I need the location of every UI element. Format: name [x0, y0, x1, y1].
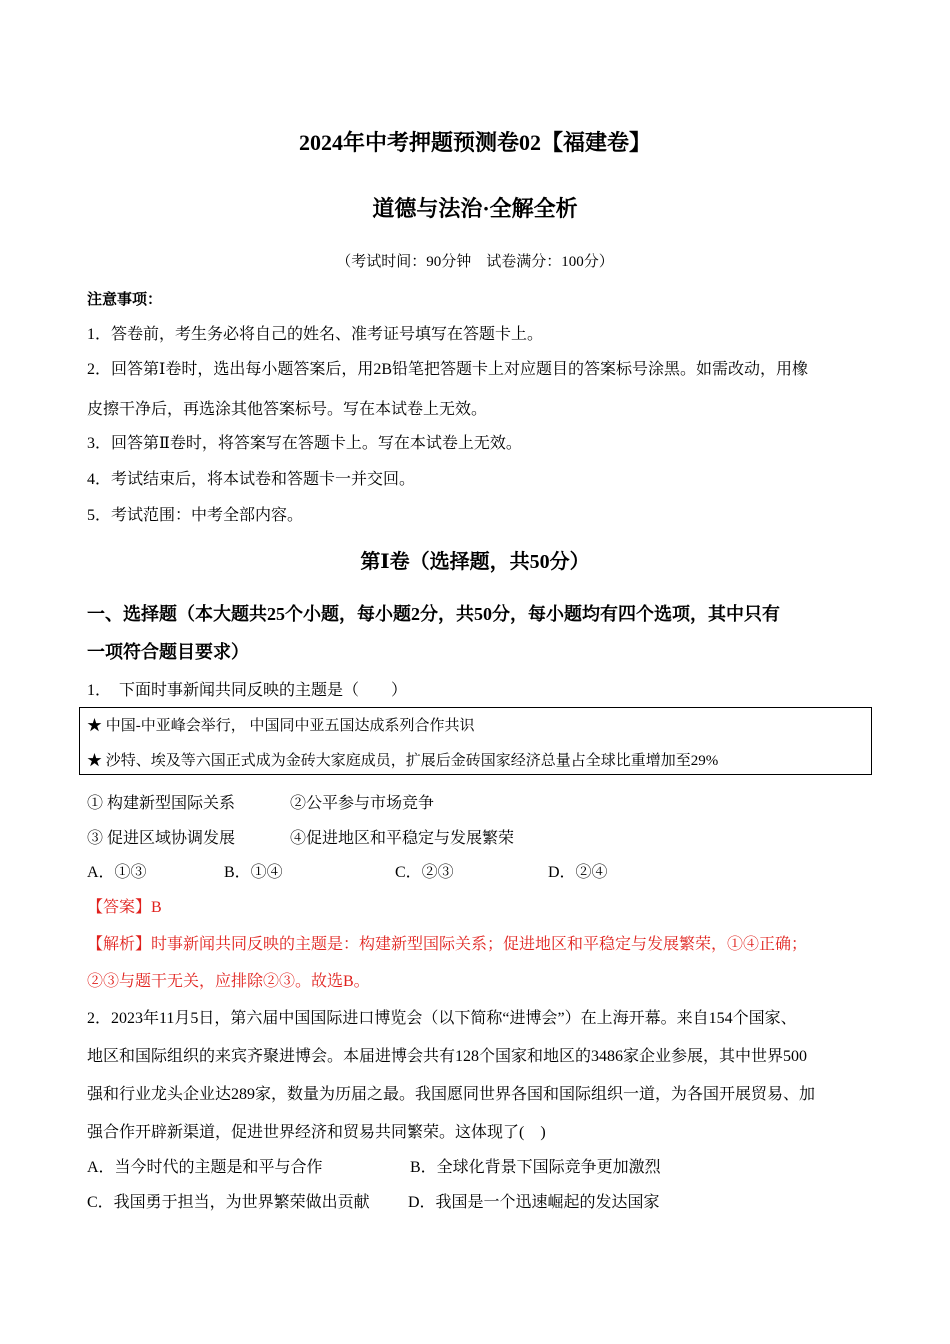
- question-2-stem-line: 地区和国际组织的来宾齐聚进博会。本届进博会共有128个国家和地区的3486家企业参展，其中世界500: [87, 1048, 808, 1065]
- q1-option-c: C．②③: [395, 864, 454, 881]
- q2-option-c: C．我国勇于担当，为世界繁荣做出贡献: [87, 1194, 370, 1211]
- section-title: 第Ⅰ卷（选择题，共50分）: [360, 551, 590, 573]
- question-1-stem: 1． 下面时事新闻共同反映的主题是（ ）: [87, 682, 408, 699]
- q2-option-a: A．当今时代的主题是和平与合作: [87, 1159, 323, 1176]
- question-2-stem-line: 强合作开辟新渠道，促进世界经济和贸易共同繁荣。这体现了( ): [87, 1124, 546, 1141]
- q1-analysis-cont: ②③与题干无关，应排除②③。故选B。: [87, 973, 370, 990]
- statement-1: ① 构建新型国际关系: [87, 795, 236, 812]
- question-2-stem: 2．2023年11月5日，第六届中国国际进口博览会（以下简称“进博会”）在上海开幕。来自154个国家、: [87, 1010, 797, 1027]
- notice-item: 3．回答第Ⅱ卷时，将答案写在答题卡上。写在本试卷上无效。: [87, 435, 522, 452]
- notice-item: 皮擦干净后，再选涂其他答案标号。写在本试卷上无效。: [87, 401, 488, 418]
- q2-option-b: B．全球化背景下国际竞争更加激烈: [410, 1159, 661, 1176]
- question-2-stem-line: 强和行业龙头企业达289家，数量为历届之最。我国愿同世界各国和国际组织一道，为各国开展贸易、加: [87, 1086, 816, 1103]
- q1-option-b: B．①④: [224, 864, 283, 881]
- notice-item: 2．回答第Ⅰ卷时，选出每小题答案后，用2B铅笔把答题卡上对应题目的答案标号涂黑。如需改动，用橡: [87, 361, 808, 378]
- exam-info: （考试时间：90分钟 试卷满分：100分）: [336, 254, 614, 270]
- part-heading: 一、选择题（本大题共25个小题，每小题2分，共50分，每小题均有四个选项，其中只有: [87, 604, 780, 624]
- statement-2: ②公平参与市场竞争: [290, 795, 435, 812]
- q2-option-d: D．我国是一个迅速崛起的发达国家: [408, 1194, 660, 1211]
- q1-option-d: D．②④: [548, 864, 608, 881]
- q1-option-a: A．①③: [87, 864, 147, 881]
- notice-item: 5．考试范围：中考全部内容。: [87, 507, 304, 524]
- news-item: ★ 沙特、埃及等六国正式成为金砖大家庭成员，扩展后金砖国家经济总量占全球比重增加至29%: [87, 753, 719, 769]
- part-heading-cont: 一项符合题目要求）: [87, 642, 249, 662]
- q1-answer: 【答案】B: [87, 899, 162, 916]
- exam-title: 2024年中考押题预测卷02【福建卷】: [298, 130, 651, 155]
- notice-item: 1．答卷前，考生务必将自己的姓名、准考证号填写在答题卡上。: [87, 326, 544, 343]
- subject-title: 道德与法治·全解全析: [372, 196, 578, 221]
- statement-3: ③ 促进区域协调发展: [87, 830, 236, 847]
- statement-4: ④促进地区和平稳定与发展繁荣: [290, 830, 515, 847]
- q1-analysis: 【解析】时事新闻共同反映的主题是：构建新型国际关系；促进地区和平稳定与发展繁荣，①④正确；: [87, 936, 808, 953]
- notice-heading: 注意事项：: [87, 292, 163, 308]
- news-item: ★ 中国-中亚峰会举行， 中国同中亚五国达成系列合作共识: [87, 718, 475, 734]
- notice-item: 4．考试结束后，将本试卷和答题卡一并交回。: [87, 471, 416, 488]
